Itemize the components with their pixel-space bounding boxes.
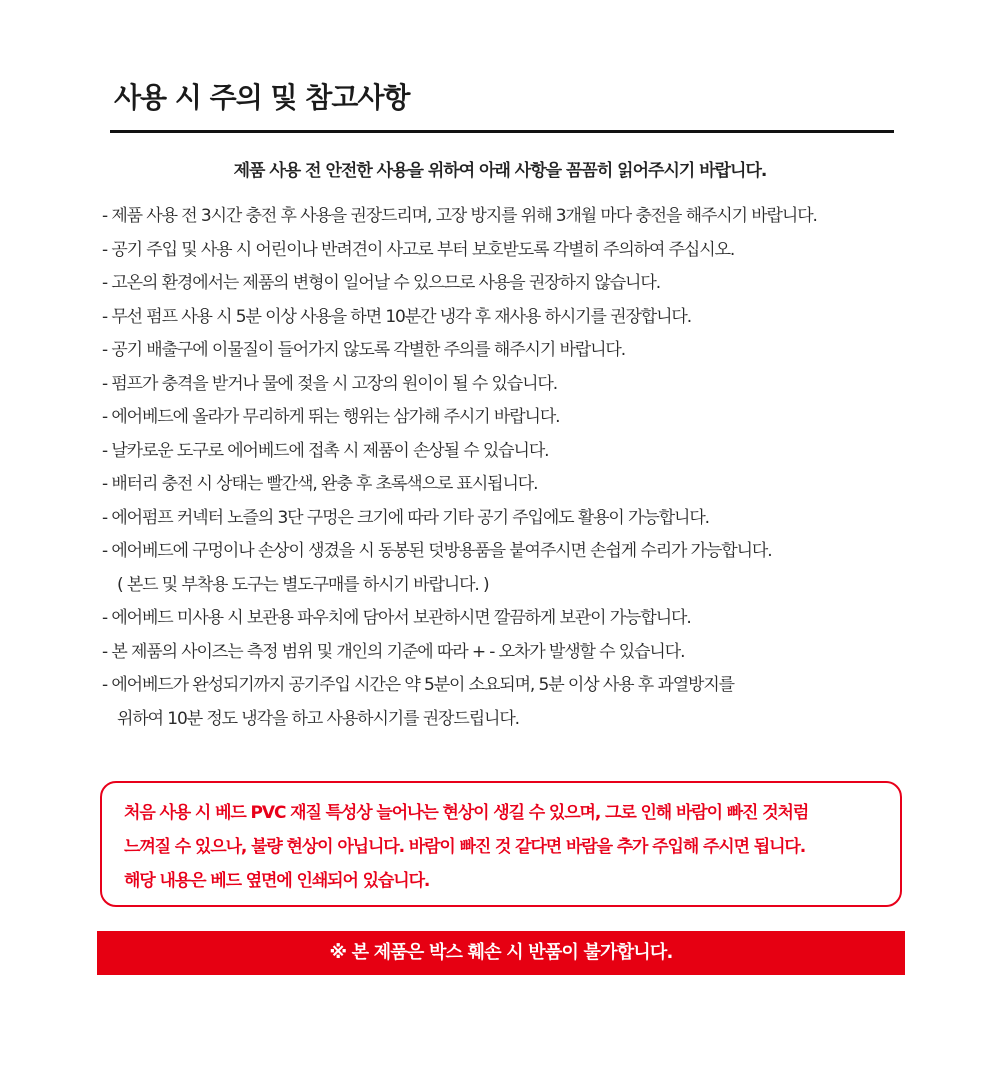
list-item <box>102 535 922 602</box>
list-item-continuation: 위하여 10분 정도 냉각을 하고 사용하시기를 권장드립니다. <box>117 708 519 729</box>
list-item <box>102 334 922 368</box>
list-item <box>102 502 922 536</box>
list-item-text: - 날카로운 도구로 에어베드에 접촉 시 제품이 손상될 수 있습니다. <box>102 440 549 461</box>
list-item <box>102 301 922 335</box>
list-item <box>102 435 922 469</box>
list-item <box>102 602 922 636</box>
list-item-text: - 본 제품의 사이즈는 측정 범위 및 개인의 기준에 따라 + - 오차가 발생할 수 있습니다. <box>102 641 685 662</box>
list-item-text: - 고온의 환경에서는 제품의 변형이 일어날 수 있으므로 사용을 권장하지 않습니다. <box>102 273 661 293</box>
notice-line: 느껴질 수 있으나, 불량 현상이 아닙니다. 바람이 빠진 것 같다면 바람을 추가 주입해 주시면 됩니다. <box>124 837 806 857</box>
list-item-text: - 제품 사용 전 3시간 충전 후 사용을 권장드리며, 고장 방지를 위해 3개월 마다 충전을 해주시기 바랍니다. <box>102 206 817 226</box>
list-item <box>102 468 922 502</box>
list-item <box>102 636 922 670</box>
page-subtitle: 제품 사용 전 안전한 사용을 위하여 아래 사항을 꼼꼼히 읽어주시기 바랍니다. <box>233 161 767 181</box>
list-item-text: - 배터리 충전 시 상태는 빨간색, 완충 후 초록색으로 표시됩니다. <box>102 474 538 494</box>
return-policy-banner: ※ 본 제품은 박스 훼손 시 반품이 불가합니다. <box>97 931 905 975</box>
list-item-text: - 공기 배출구에 이물질이 들어가지 않도록 각별한 주의를 해주시기 바랍니다. <box>102 340 626 360</box>
list-item-text: - 에어베드에 구멍이나 손상이 생겼을 시 동봉된 덧방용품을 붙여주시면 손쉽게 수리가 가능합니다. <box>102 541 772 561</box>
list-item-text: - 펌프가 충격을 받거나 물에 젖을 시 고장의 원이이 될 수 있습니다. <box>102 373 558 394</box>
list-item <box>102 267 922 301</box>
list-item-text: - 에어베드가 완성되기까지 공기주입 시간은 약 5분이 소요되며, 5분 이상 사용 후 과열방지를 <box>102 675 735 695</box>
list-item-text: - 무선 펌프 사용 시 5분 이상 사용을 하면 10분간 냉각 후 재사용 하시기를 권장합니다. <box>102 306 692 327</box>
list-item <box>102 234 922 268</box>
list-item <box>102 401 922 435</box>
list-item-text: - 에어베드에 올라가 무리하게 뛰는 행위는 삼가해 주시기 바랍니다. <box>102 407 560 427</box>
page-title: 사용 시 주의 및 참고사항 <box>114 81 410 114</box>
list-item <box>102 368 922 402</box>
pvc-notice-box <box>100 781 902 907</box>
notice-line: 해당 내용은 베드 옆면에 인쇄되어 있습니다. <box>124 871 430 891</box>
list-item-text: - 공기 주입 및 사용 시 어린이나 반려견이 사고로 부터 보호받도록 각별히 주의하여 주십시오. <box>102 239 735 260</box>
notice-line: 처음 사용 시 베드 PVC 재질 특성상 늘어나는 현상이 생길 수 있으며, 그로 인해 바람이 빠진 것처럼 <box>124 803 809 823</box>
list-item-text: - 에어펌프 커넥터 노즐의 3단 구멍은 크기에 따라 기타 공기 주입에도 활용이 가능합니다. <box>102 507 709 528</box>
list-item <box>102 669 922 736</box>
precautions-list <box>102 200 922 736</box>
list-item-text: - 에어베드 미사용 시 보관용 파우치에 담아서 보관하시면 깔끔하게 보관이 가능합니다. <box>102 608 691 628</box>
list-item-continuation: ( 본드 및 부착용 도구는 별도구매를 하시기 바랍니다. ) <box>117 574 489 595</box>
title-divider <box>110 130 894 133</box>
list-item <box>102 200 922 234</box>
